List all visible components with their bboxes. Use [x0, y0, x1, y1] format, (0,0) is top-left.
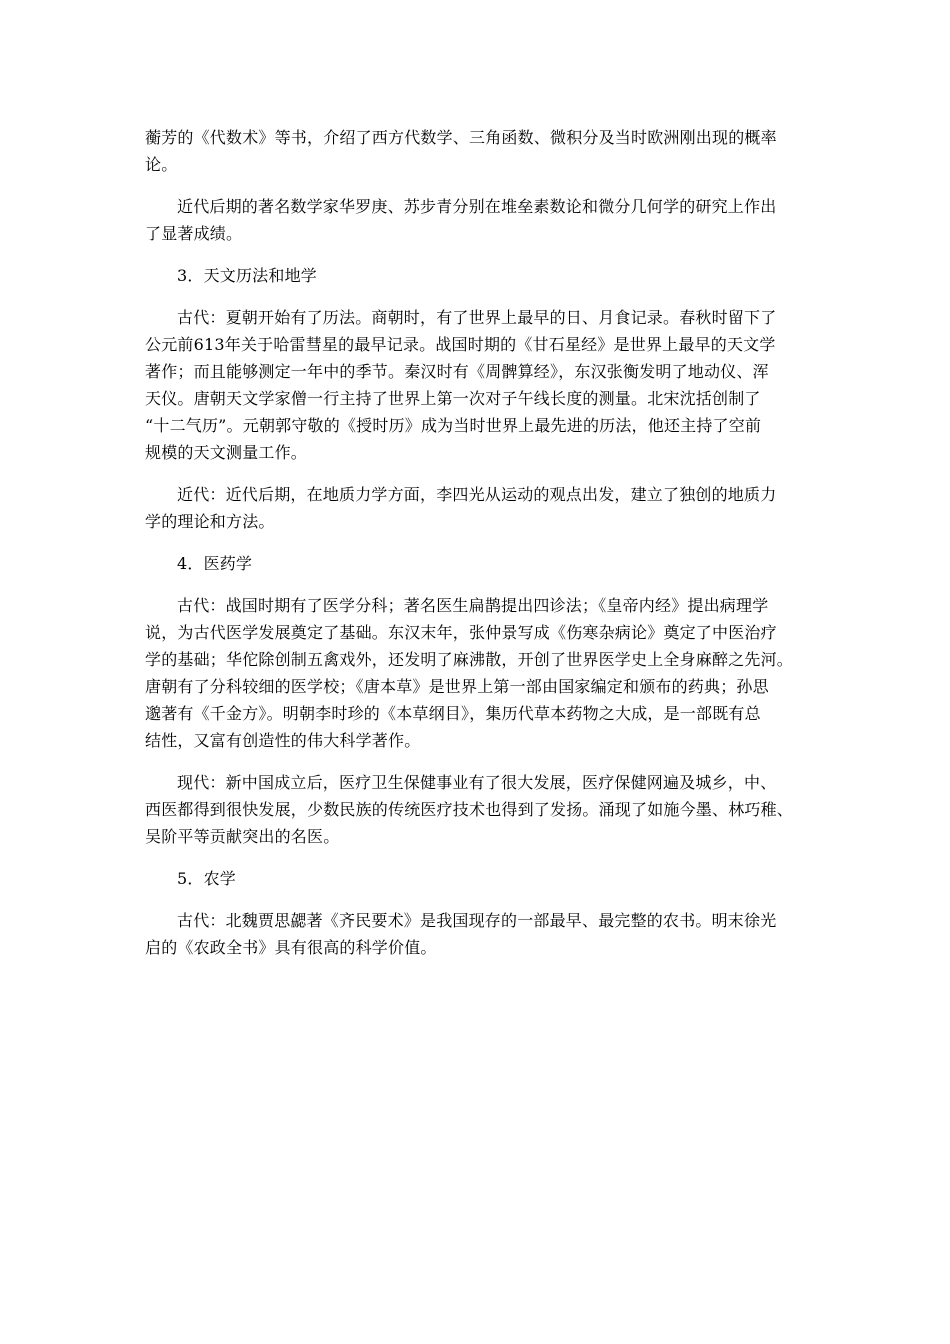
text-line: 古代：北魏贾思勰著《齐民要术》是我国现存的一部最早、最完整的农书。明末徐光 [177, 911, 777, 930]
text-line: 学的理论和方法。 [145, 512, 275, 531]
paragraph-geology-modern [145, 481, 805, 535]
text-line: 了显著成绩。 [145, 224, 243, 243]
text-line: 吴阶平等贡献突出的名医。 [145, 827, 340, 846]
text-line: 结性，又富有创造性的伟大科学著作。 [145, 731, 421, 750]
text-line: 天仪。唐朝天文学家僧一行主持了世界上第一次对子午线长度的测量。北宋沈括创制了 [145, 389, 761, 408]
text-line: 现代：新中国成立后，医疗卫生保健事业有了很大发展，医疗保健网遍及城乡，中、 [177, 773, 777, 792]
paragraph-modern-math [145, 193, 805, 247]
text-line: “十二气历”。元朝郭守敬的《授时历》成为当时世界上最先进的历法，他还主持了空前 [145, 416, 762, 435]
text-line: 近代：近代后期，在地质力学方面，李四光从运动的观点出发，建立了独创的地质力 [177, 485, 777, 504]
paragraph-astronomy-ancient [145, 304, 805, 466]
text-line: 论。 [145, 155, 178, 174]
section-heading-medicine: 4．医药学 [177, 554, 253, 573]
text-line: 西医都得到很快发展，少数民族的传统医疗技术也得到了发扬。涌现了如施今墨、林巧稚、 [145, 800, 794, 819]
section-heading-astronomy: 3．天文历法和地学 [177, 266, 317, 285]
text-line: 规模的天文测量工作。 [145, 443, 308, 462]
paragraph-agriculture-ancient [145, 907, 805, 961]
paragraph-medicine-modern [145, 769, 805, 850]
text-line: 近代后期的著名数学家华罗庚、苏步青分别在堆垒素数论和微分几何学的研究上作出 [177, 197, 777, 216]
text-line: 蘅芳的《代数术》等书，介绍了西方代数学、三角函数、微积分及当时欧洲刚出现的概率 [145, 128, 777, 147]
paragraph-math-books [145, 124, 805, 178]
text-line: 唐朝有了分科较细的医学校；《唐本草》是世界上第一部由国家编定和颁布的药典；孙思 [145, 677, 769, 696]
document-page [145, 124, 805, 961]
paragraph-medicine-ancient [145, 592, 805, 754]
text-line: 说，为古代医学发展奠定了基础。东汉末年，张仲景写成《伤寒杂病论》奠定了中医治疗 [145, 623, 777, 642]
text-line: 学的基础；华佗除创制五禽戏外，还发明了麻沸散，开创了世界医学史上全身麻醉之先河。 [145, 650, 794, 669]
text-line: 古代：夏朝开始有了历法。商朝时，有了世界上最早的日、月食记录。春秋时留下了 [177, 308, 777, 327]
section-heading-agriculture: 5．农学 [177, 869, 236, 888]
text-line: 著作；而且能够测定一年中的季节。秦汉时有《周髀算经》，东汉张衡发明了地动仪、浑 [145, 362, 769, 381]
text-line: 公元前613年关于哈雷彗星的最早记录。战国时期的《甘石星经》是世界上最早的天文学 [145, 335, 776, 354]
text-line: 古代：战国时期有了医学分科；著名医生扁鹊提出四诊法；《皇帝内经》提出病理学 [177, 596, 769, 615]
text-line: 启的《农政全书》具有很高的科学价值。 [145, 938, 437, 957]
text-line: 邈著有《千金方》。明朝李时珍的《本草纲目》，集历代草本药物之大成，是一部既有总 [145, 704, 761, 723]
